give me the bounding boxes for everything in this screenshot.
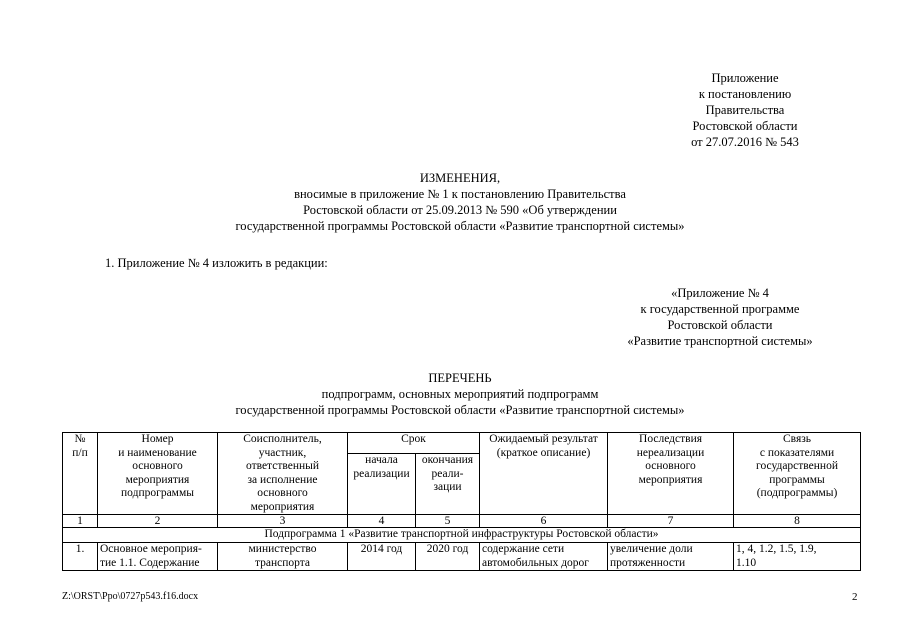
paragraph-1: 1. Приложение № 4 изложить в редакции: xyxy=(105,256,328,270)
header-num: № п/п xyxy=(63,433,98,515)
appendix-line: Приложение xyxy=(711,71,779,85)
column-number: 3 xyxy=(218,515,348,528)
header-term: Срок xyxy=(348,433,480,454)
column-number: 8 xyxy=(734,515,861,528)
changes-line: государственной программы Ростовской области «Развитие транспортной системы» xyxy=(235,219,685,233)
list-title: ПЕРЕЧЕНЬ xyxy=(428,371,492,385)
file-path: Z:\ORST\Ppo\0727p543.f16.docx xyxy=(62,591,199,602)
column-number: 5 xyxy=(416,515,480,528)
column-number: 7 xyxy=(608,515,734,528)
row-link: 1, 4, 1.2, 1.5, 1.9, 1.10 xyxy=(734,543,861,571)
appendix-line: к постановлению xyxy=(698,87,792,101)
changes-title: ИЗМЕНЕНИЯ, xyxy=(419,171,501,185)
row-name: Основное мероприя- тие 1.1. Содержание xyxy=(98,543,218,571)
row-result: содержание сети автомобильных дорог xyxy=(480,543,608,571)
header-result: Ожидаемый результат (краткое описание) xyxy=(480,433,608,515)
header-executor: Соисполнитель, участник, ответственный за исполнение основного мероприятия xyxy=(218,433,348,515)
column-number: 2 xyxy=(98,515,218,528)
changes-line: вносимые в приложение № 1 к постановлению Правительства xyxy=(294,187,626,201)
column-numbers-row xyxy=(63,515,861,528)
row-consequences: увеличение доли протяженности xyxy=(608,543,734,571)
appendix-line: Ростовской области xyxy=(692,119,798,133)
appendix4-line: Ростовской области xyxy=(667,318,773,332)
row-start: 2014 год xyxy=(348,543,416,571)
header-name: Номер и наименование основного мероприятия подпрограммы xyxy=(98,433,218,515)
column-number: 6 xyxy=(480,515,608,528)
page-number: 2 xyxy=(852,591,858,603)
column-number: 4 xyxy=(348,515,416,528)
header-consequences: Последствия нереализации основного мероприятия xyxy=(608,433,734,515)
appendix4-line: «Приложение № 4 xyxy=(671,286,769,300)
appendix-line: Правительства xyxy=(705,103,785,117)
appendix-header xyxy=(660,70,830,150)
header-term-start: начала реализации xyxy=(348,454,416,515)
list-line: государственной программы Ростовской области «Развитие транспортной системы» xyxy=(235,403,685,417)
appendix4-line: к государственной программе xyxy=(640,302,800,316)
row-num: 1. xyxy=(63,543,98,571)
appendix4-header xyxy=(590,285,850,349)
list-line: подпрограмм, основных мероприятий подпрограмм xyxy=(321,387,599,401)
column-number: 1 xyxy=(63,515,98,528)
row-executor: министерство транспорта xyxy=(218,543,348,571)
row-end: 2020 год xyxy=(416,543,480,571)
subprogram-title: Подпрограмма 1 «Развитие транспортной инфраструктуры Ростовской области» xyxy=(63,528,861,543)
header-term-end: окончания реали- зации xyxy=(416,454,480,515)
changes-line: Ростовской области от 25.09.2013 № 590 «Об утверждении xyxy=(303,203,617,217)
changes-heading xyxy=(140,170,780,234)
appendix4-line: «Развитие транспортной системы» xyxy=(627,334,813,348)
table-row xyxy=(63,543,861,571)
appendix-line: от 27.07.2016 № 543 xyxy=(691,135,799,149)
header-link: Связь с показателями государственной программы (подпрограммы) xyxy=(734,433,861,515)
programs-table xyxy=(62,432,861,571)
subprogram-row xyxy=(63,528,861,543)
list-heading xyxy=(140,370,780,418)
